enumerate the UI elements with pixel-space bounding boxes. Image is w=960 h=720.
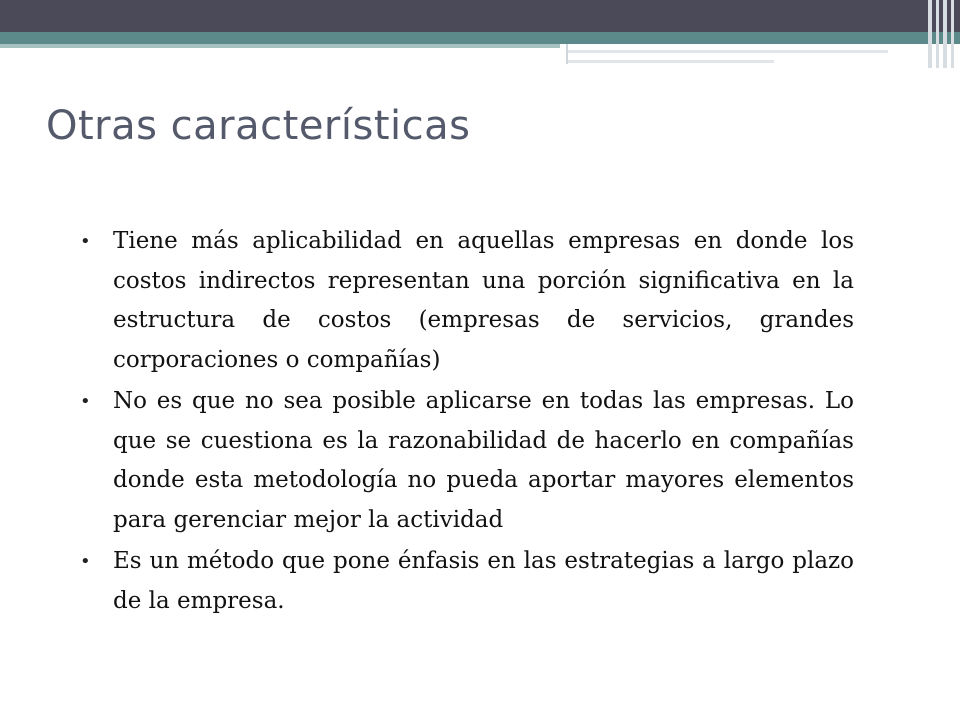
bullet-icon: • — [80, 551, 91, 572]
header-bar — [0, 0, 960, 32]
bullet-list — [80, 222, 854, 623]
bullet-text: No es que no sea posible aplicarse en todas las empresas. Lo que se cuestiona es la razonabilidad de hacerlo en compañías donde esta metodología no pueda aportar mayores elementos para gerenciar mejor la actividad — [113, 388, 854, 533]
accent-band — [0, 32, 960, 44]
bullet-text: Tiene más aplicabilidad en aquellas empresas en donde los costos indirectos representan una porción significativa en la estructura de costos (empresas de servicios, grandes corporaciones o compañías) — [113, 228, 854, 373]
bullet-item — [80, 222, 854, 380]
bullet-text: Es un método que pone énfasis en las estrategias a largo plazo de la empresa. — [113, 548, 854, 614]
decorative-line-upper — [568, 50, 888, 53]
corner-stripes — [926, 0, 960, 68]
bullet-icon: • — [80, 391, 91, 412]
decorative-line-lower — [568, 60, 774, 63]
bullet-item — [80, 542, 854, 621]
bullet-icon: • — [80, 231, 91, 252]
slide-title: Otras características — [46, 103, 471, 149]
accent-band-light — [0, 44, 560, 48]
bullet-item — [80, 382, 854, 540]
